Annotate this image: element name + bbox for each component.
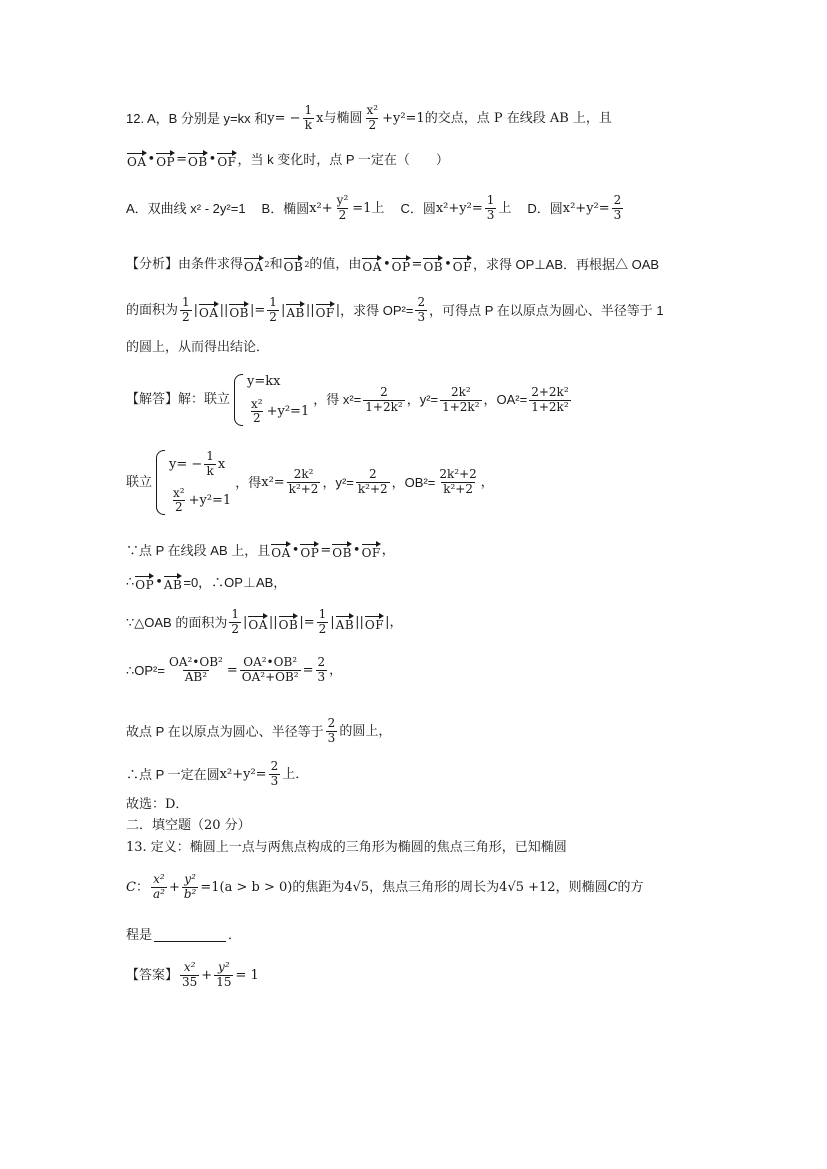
solution-line-1: 【解答】 解：联立 y=kx $\frac{\text{x²}}{2}$ +y²=1 ，得 x²= $\frac{2}{\text{1+2k²}}$ ，y²= $\frac{\text{2k²}}{\text{1+2k²}}$ ，OA²= $\frac{\text{2+2k²}}{\text{1+2k²}}$ bbox=[126, 374, 569, 426]
fraction-2-over-3: $\frac{2}{3}$ bbox=[613, 193, 622, 222]
q12-line2-post: ，当 k 变化时，点 P 一定在（ ） bbox=[237, 151, 449, 167]
q12-line-2: OA • OP = OB • OF ，当 k 变化时，点 P 一定在（ ） bbox=[127, 151, 449, 169]
q12-stem-pre: 12. A，B 分别是 y=kx 和 bbox=[126, 110, 268, 126]
q12-neg: y= − bbox=[267, 110, 301, 126]
answer-blank bbox=[154, 929, 226, 942]
q12-line-1: 12. A，B 分别是 y=kx 和 y= − $\frac{1}{k}$ x 与椭圆 $\frac{\text{x²}}{2}$ +y²=1 的交点，点 P 在线段 AB 上，且 bbox=[126, 103, 612, 132]
equation-system-1: y=kx $\frac{\text{x²}}{2}$ +y²=1 bbox=[234, 374, 309, 426]
option-b-label: B．椭圆 bbox=[261, 200, 310, 216]
vector-OB: OB bbox=[188, 150, 208, 169]
q12-options: A．双曲线 x² - 2y²=1 B．椭圆 x² + $\frac{\text{y²}}{2}$ =1上 C．圆 x²+y²= $\frac{1}{3}$ 上 D．圆 x²+y²= $\frac{2}{3}$ bbox=[126, 193, 622, 222]
perimeter-value: 4√5 +12 bbox=[499, 879, 556, 895]
section2-heading: 二．填空题（20 分） bbox=[126, 818, 251, 833]
focal-length-value: 4√5 bbox=[344, 879, 370, 895]
q13-line-1: 13. 定义：椭圆上一点与两焦点构成的三角形为椭圆的焦点三角形，已知椭圆 bbox=[126, 840, 567, 855]
q13-line-3: 程是 ． bbox=[126, 928, 242, 943]
vector-OA: OA bbox=[127, 150, 147, 169]
analysis-tag: 【分析】 bbox=[126, 256, 179, 272]
analysis-line-1: 【分析】 由条件求得 OA 2 和 OB 2 的值，由 OA • OP = OB • OF ，求得 OP⊥AB．再根据△ OAB bbox=[126, 256, 660, 274]
vector-OP: OP bbox=[156, 150, 175, 169]
solution-line-4: ∴ OP • AB =0，∴OP⊥AB， bbox=[126, 574, 287, 592]
q13-answer: 【答案】 $\frac{\text{x²}}{35}$ + $\frac{\text{y²}}{15}$ = 1 bbox=[126, 960, 259, 989]
solution-line-6: ∴OP²= $\frac{\text{OA²•OB²}}{\text{AB²}}$ = $\frac{\text{OA²•OB²}}{\text{OA²+OB²}}$ = $\frac{2}{3}$ ， bbox=[126, 655, 343, 684]
fraction-1-over-k: $\frac{1}{k}$ bbox=[304, 103, 313, 132]
solution-tag: 【解答】 bbox=[126, 392, 179, 408]
q13-line-2: C ： $\frac{\text{x²}}{\text{a²}}$ + $\frac{\text{y²}}{\text{b²}}$ =1(a > b > 0) 的焦距为 4√5 ，焦点三角形的周长为 4√5 +12 ，则椭圆 C 的方 bbox=[126, 872, 644, 901]
option-a: A．双曲线 x² - 2y²=1 bbox=[126, 200, 246, 216]
option-b-post: =1上 bbox=[352, 200, 385, 216]
option-d-label: D．圆 bbox=[527, 200, 563, 216]
answer-tag: 【答案】 bbox=[126, 967, 179, 983]
analysis-line-2: 的面积为 $\frac{1}{2}$ | OA | | OB | = $\frac{1}{2}$ | AB | | OF | ，求得 OP²= $\frac{2}{3}$ ，可得点 P 在以原点为圆心、半径等于 1 bbox=[126, 295, 664, 324]
vector-OF: OF bbox=[217, 150, 236, 169]
q12-stem-mid: 与椭圆 bbox=[323, 110, 363, 126]
solution-line-8: ∴点 P 一定在圆 x²+y²= $\frac{2}{3}$ 上． bbox=[126, 759, 309, 788]
analysis-line-3: 的圆上，从而得出结论． bbox=[126, 340, 270, 355]
fraction-x2-over-2: $\frac{\text{x²}}{2}$ bbox=[366, 103, 379, 132]
solution-line-5: ∵△OAB 的面积为 $\frac{1}{2}$ | OA | | OB | = $\frac{1}{2}$ | AB | | OF | ， bbox=[126, 607, 403, 636]
fraction-1-over-3: $\frac{1}{3}$ bbox=[486, 193, 495, 222]
q12-stem-post: 的交点，点 P 在线段 AB 上，且 bbox=[424, 110, 612, 126]
fraction-y2-over-2: $\frac{\text{y²}}{2}$ bbox=[336, 193, 349, 222]
equation-system-2: y= − $\frac{1}{k}$ x $\frac{\text{x²}}{2}$ +y²=1 bbox=[156, 450, 231, 515]
option-c-label: C．圆 bbox=[400, 200, 436, 216]
solution-line-7: 故点 P 在以原点为圆心、半径等于 $\frac{2}{3}$ 的圆上， bbox=[126, 716, 392, 745]
solution-line-2: 联立 y= − $\frac{1}{k}$ x $\frac{\text{x²}}{2}$ +y²=1 ，得 x²= $\frac{\text{2k²}}{\text{k²+2}}$ ，y²= $\frac{2}{\text{k²+2}}$ ，OB²= $\frac{\text{2k²+2}}{\text{k²+2}}$ ， bbox=[126, 449, 494, 515]
solution-choice: 故选：D． bbox=[126, 797, 189, 812]
solution-line-3: ∵点 P 在线段 AB 上，且 OA • OP = OB • OF ， bbox=[126, 542, 395, 560]
